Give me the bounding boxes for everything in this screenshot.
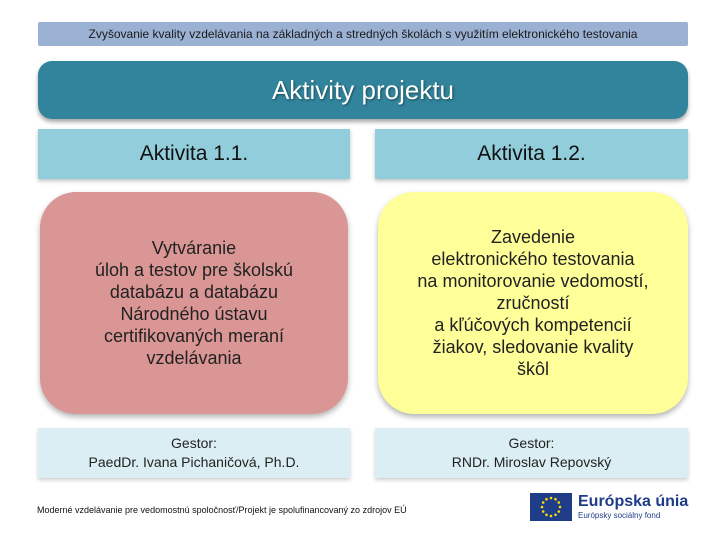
eu-star (545, 513, 548, 516)
activity-1-label: Aktivita 1.1. (139, 142, 249, 165)
footer-note: Moderné vzdelávanie pre vedomostnú spoločnosť/Projekt je spolufinancovaný zo zdrojov EÚ (37, 505, 407, 515)
activity-1-gestor-name: PaedDr. Ivana Pichaničová, Ph.D. (88, 454, 300, 470)
activity-1-gestor (38, 428, 350, 478)
activity-2-gestor-label: Gestor: (508, 435, 555, 451)
eu-star (554, 498, 557, 501)
eu-logo (530, 490, 690, 524)
page-title: Aktivity projektu (271, 74, 455, 105)
header-subtitle: Zvyšovanie kvality vzdelávania na základných a stredných školách s využitím elektronického testovania (88, 27, 638, 41)
header-subtitle-bar (38, 22, 688, 46)
activity-2-gestor (375, 428, 688, 478)
activity-2-gestor-name: RNDr. Miroslav Repovský (451, 454, 612, 470)
eu-star (557, 510, 560, 513)
eu-star (554, 513, 557, 516)
eu-star (557, 501, 560, 504)
eu-flag-icon (530, 493, 572, 521)
activity-1-card (40, 192, 348, 414)
activity-1-header (38, 129, 350, 179)
eu-star (545, 498, 548, 501)
title-banner (38, 61, 688, 119)
eu-star (542, 501, 545, 504)
activity-2-card (378, 192, 688, 414)
eu-star (542, 510, 545, 513)
activity-1-description: Vytváranie úloh a testov pre školskú databázu a databázu Národného ústavu certifikovaných meraní vzdelávania (94, 238, 294, 368)
eu-star (550, 497, 553, 500)
activity-2-header (375, 129, 688, 179)
activity-1-gestor-label: Gestor: (171, 435, 217, 451)
eu-star (541, 506, 544, 509)
eu-star (559, 506, 562, 509)
activity-2-description: Zavedenie elektronického testovania na monitorovanie vedomostí, zručností a kľúčových kompetencií žiakov, sledovanie kvality škôl (417, 227, 649, 379)
activity-2-label: Aktivita 1.2. (477, 142, 586, 165)
eu-star (550, 515, 553, 518)
eu-logo-subtitle: Európsky sociálny fond (578, 511, 661, 520)
eu-logo-title: Európska únia (578, 493, 689, 510)
